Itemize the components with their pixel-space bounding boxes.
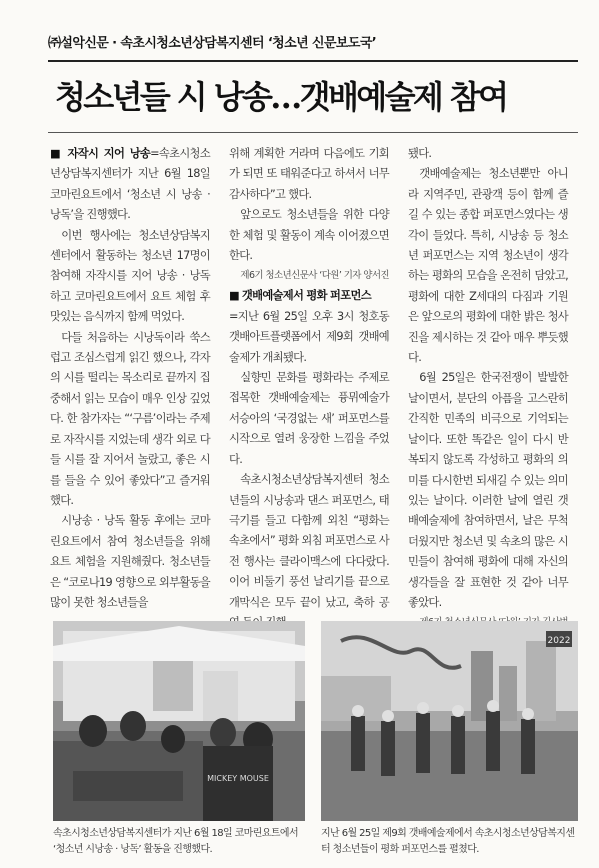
headline-rule [48,132,578,133]
paragraph: 갯배예술제는 청소년뿐만 아니라 지역주민, 관광객 등이 함께 즐길 수 있는 종합 퍼포먼스였다는 생각이 들었다. 특히, 시낭송 등 청소년 퍼포먼스는 지역 청소년이 생각하는 평화의 모습을 온전히 담았고, 평화에 대한 Z세대의 다짐과 기원은 앞으로의 평화에 대한 밝은 청사진을 제시하는 것 같아 매우 뿌듯했다. [408,167,568,365]
paragraph: 앞으로도 청소년들을 위한 다양한 체험 및 활동이 계속 이어졌으면 한다. [229,208,389,263]
paragraph: 위해 계획한 거라며 다음에도 기회가 되면 또 태워준다고 하셔서 너무 감사하다”고 했다. [229,147,389,201]
publication-header-text: ㈜설악신문 · 속초시청소년상담복지센터 ‘청소년 신문보도국’ [48,36,377,51]
photo-peace-performance-image [321,621,578,821]
photo-caption-1: 속초시청소년상담복지센터가 지난 6월 18일 코마린요트에서 ‘청소년 시낭송 · 낭독’ 활동을 진행했다. [53,828,299,855]
paragraph: 시낭송 · 낭독 활동 후에는 코마린요트에서 참여 청소년들을 위해 요트 체험을 지원해줬다. 청소년들은 “코로나19 영향으로 외부활동을 많이 못한 청소년들을 [50,514,210,609]
header-rule [48,60,578,62]
photo-poetry-reading-image [53,621,305,821]
bullet-square-icon: ■ [50,147,63,160]
paragraph: 됐다. [408,147,432,160]
paragraph: 다들 처음하는 시낭독이라 쑥스럽고 조심스럽게 읽긴 했으나, 각자의 시를 떨리는 목소리로 끝까지 집중해서 읽는 모습이 매우 인상 깊었다. 한 참가자는 “‘구름’이라는 주제로 자작시를 지었는데 생각 외로 다들 시를 잘 지어서 놀랐고, 좋은 시를 들을 수 있어 좋았다”고 즐거워했다. [50,330,210,507]
paragraph: 실향민 문화를 평화라는 주제로 접목한 갯배예술제는 퓽뮈예술가 서승아의 ‘국경없는 새’ 퍼포먼스를 시작으로 열려 웅장한 느낌을 주었다. [229,371,389,466]
sign-text: 2022 [547,636,571,646]
shirt-text: MICKEY MOUSE [207,774,269,783]
subhead-paragraph [229,286,389,306]
article-column-1 [50,144,210,613]
article-column-3 [408,144,568,633]
bullet-square-icon: ■ [229,289,239,303]
paragraph: 속초시청소년상담복지센터 청소년들의 시낭송과 댄스 퍼포먼스, 태극기를 들고 다함께 외친 “평화는 속초에서” 평화 외침 퍼포먼스로 사전 행사는 클라이맥스에 다다랐다. 이어 비둘기 풍선 날리기를 끝으로 개막식은 모두 끝이 났고, 축하 공 [229,473,389,609]
publication-header [48,33,578,55]
headline: 청소년들 시 낭송…갯배예술제 참여 [55,78,507,116]
photo-peace-performance [321,621,578,821]
subhead-label: 갯배예술제서 평화 퍼포먼스 [241,289,371,303]
paragraph: 6월 25일은 한국전쟁이 발발한 날이면서, 분단의 아픔을 고스란히 간직한 민족의 비극으로 기억되는 날이다. 또한 똑같은 일이 다시 반복되지 않도록 각성하고 평화의 의미를 다시한번 되새길 수 있는 의미 있는 날이다. 이러한 날에 열린 갯배예술제에 참여하면서, 날은 무척 더웠지만 청소년 및 속초의 많은 시민들이 참여해 평화에 대해 자신의 생각들을 잘 표현한 것 같아 너무 좋았다. [408,371,568,609]
paragraph: 이번 행사에는 청소년상담복지센터에서 활동하는 청소년 17명이 참여해 자작시를 지어 낭송 · 낭독하고 코마린요트에서 요트 체험 후 맛있는 음식까지 함께 먹었다. [50,228,210,324]
lead-label: 자작시 지어 낭송 [67,147,151,160]
paragraph: =지난 6월 25일 오후 3시 청호동 갯배아트플랫폼에서 제9회 갯배예술제가 개최됐다. [229,309,389,364]
article-column-2 [229,144,389,633]
lead-text: =속초시청소년상담복지센터가 지난 6월 18일 코마린요트에서 ‘청소년 시 낭송 · 낭독’을 진행했다. [50,147,210,222]
photo-poetry-reading [53,621,305,821]
lead-paragraph [50,144,210,226]
byline: 제6기 청소년신문사 ‘다원’ 기자 양서진 [240,270,389,282]
photo-caption-2: 지난 6월 25일 제9회 갯배예술제에서 속초시청소년상담복지센터 청소년들이 평화 퍼포먼스를 펼쳤다. [321,828,575,855]
